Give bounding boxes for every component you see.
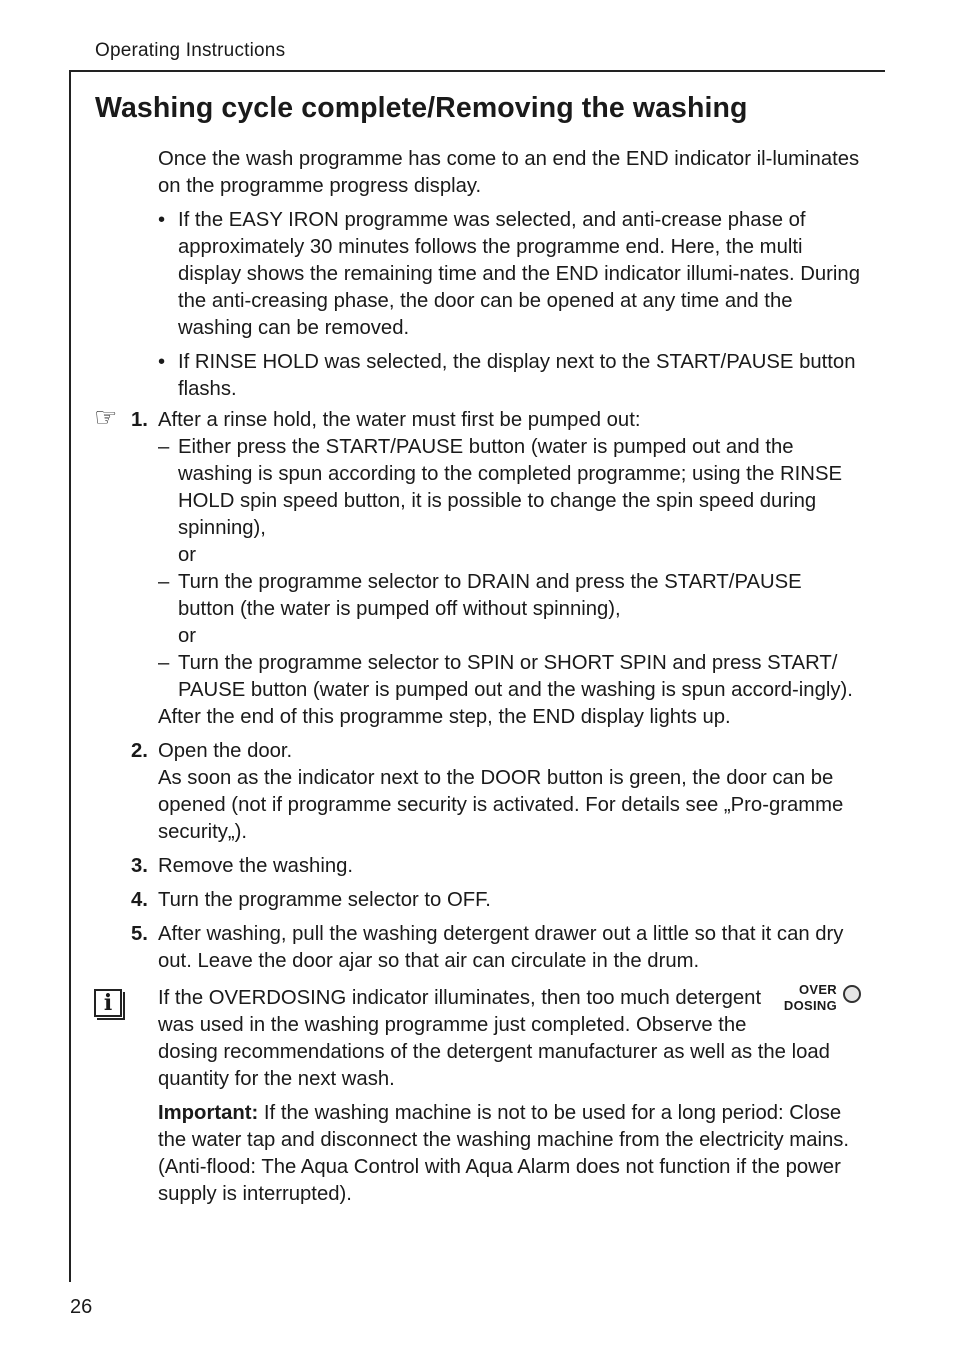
step-1-option-start-pause: – Either press the START/PAUSE button (water is pumped out and the washing is spun according to the completed programme; using the RINSE HOLD spin speed button, it is possible to change the spin speed during spinning), <box>158 434 863 542</box>
step-text: Turn the programme selector to OFF. <box>158 889 491 911</box>
page-number: 26 <box>70 1296 93 1318</box>
info-note <box>103 982 863 1208</box>
overdosing-label-line1: OVER <box>798 982 837 997</box>
step-4 <box>131 887 863 914</box>
important-label: Important: <box>158 1102 259 1124</box>
pointing-hand-icon: ☞ <box>94 402 118 432</box>
bullet-easy-iron: • If the EASY IRON programme was selected, and anti-crease phase of approximately 30 minutes follows the programme end. Here, the multi display shows the remaining time and the END indicator illumi-nates. During the anti-creasing phase, the door can be opened at any time and the washing can be removed. <box>158 207 863 342</box>
step-number: 2. <box>131 740 148 762</box>
step-number: 1. <box>131 409 148 431</box>
step-1-option-drain: – Turn the programme selector to DRAIN and press the START/PAUSE button (the water is pumped off without spinning), <box>158 569 863 623</box>
step-5 <box>131 921 863 975</box>
or-label: or <box>178 625 197 647</box>
intro-paragraph: Once the wash programme has come to an end the END indicator il-luminates on the programme progress display. <box>158 148 860 197</box>
step-1 <box>94 402 863 731</box>
important-text: If the washing machine is not to be used for a long period: Close the water tap and disconnect the washing machine from the electricity mains. (Anti-flood: The Aqua Control with Aqua Alarm does not function if the power supply is interrupted). <box>158 1102 850 1205</box>
step-2-detail: As soon as the indicator next to the DOOR button is green, the door can be opened (not if programme security is activated. For details see „Pro-gramme security„). <box>158 767 844 843</box>
step-text: Remove the washing. <box>158 855 354 877</box>
header-rule <box>69 70 885 72</box>
step-number: 5. <box>131 923 148 945</box>
info-text: If the OVERDOSING indicator illuminates, then too much detergent was used in the washing programme just completed. Observe the dosing recommendations of the detergent manufacturer as well as the load quantity for the next wash. <box>158 987 830 1090</box>
indicator-light-icon <box>843 985 861 1003</box>
page-title: Washing cycle complete/Removing the washing <box>95 92 748 124</box>
info-icon: i <box>94 989 122 1017</box>
step-text: After washing, pull the washing detergent drawer out a little so that it can dry out. Leave the door ajar so that air can circulate in the drum. <box>158 923 844 972</box>
step-1-after: After the end of this programme step, the END display lights up. <box>158 706 731 728</box>
important-note <box>158 1100 863 1208</box>
step-1-option-spin: – Turn the programme selector to SPIN or SHORT SPIN and press START/ PAUSE button (water is pumped out and the washing is spun accord-ingly). <box>158 650 863 704</box>
bullet-rinse-hold: • If RINSE HOLD was selected, the display next to the START/PAUSE button flashs. <box>158 349 863 403</box>
step-2 <box>131 738 863 846</box>
step-number: 3. <box>131 855 148 877</box>
step-number: 4. <box>131 889 148 911</box>
overdosing-indicator <box>784 982 861 1014</box>
overdosing-label <box>784 982 837 1014</box>
overdosing-label-line2: DOSING <box>783 998 837 1013</box>
or-label: or <box>178 544 197 566</box>
main-content <box>94 146 863 1208</box>
step-3 <box>131 853 863 880</box>
step-text: After a rinse hold, the water must first be pumped out: <box>158 409 641 431</box>
margin-rule <box>69 70 71 1282</box>
page-header-label: Operating Instructions <box>95 40 286 61</box>
step-text: Open the door. <box>158 740 293 762</box>
